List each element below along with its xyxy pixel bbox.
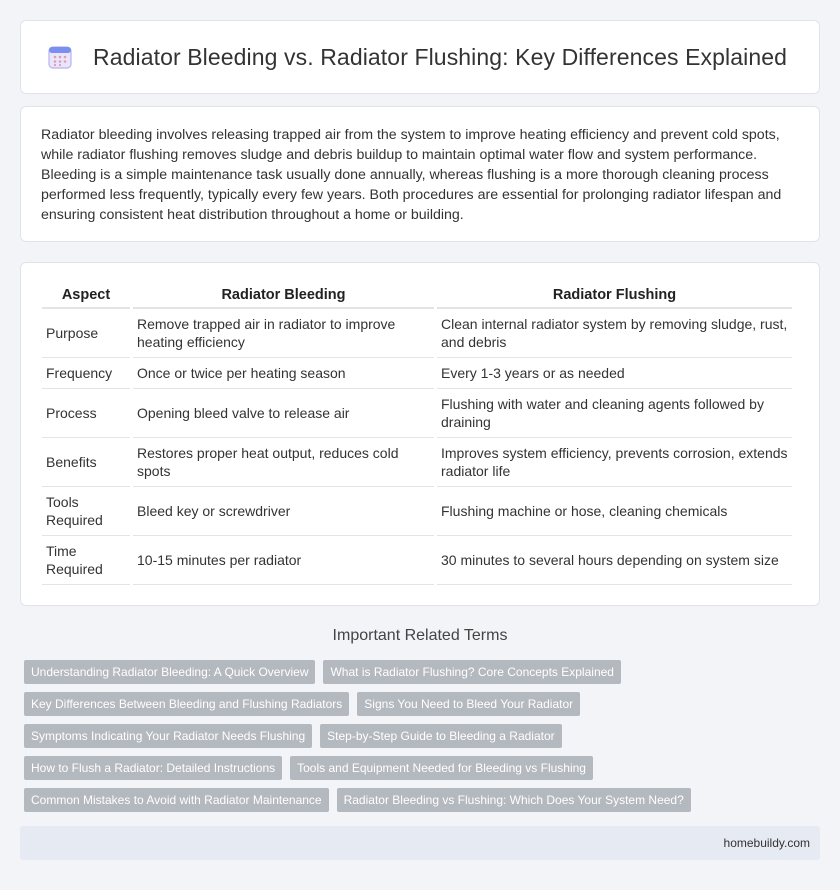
row-flushing-value: Clean internal radiator system by removing sludge, rust, and debris (437, 309, 792, 358)
row-bleeding-value: Restores proper heat output, reduces cold spots (133, 438, 434, 487)
related-terms-row (24, 756, 601, 780)
comparison-table-card (20, 262, 820, 606)
row-flushing-value: Flushing with water and cleaning agents followed by draining (437, 389, 792, 438)
row-bleeding-value: Bleed key or screwdriver (133, 487, 434, 536)
row-aspect: Process (42, 389, 130, 438)
footer-site-name: homebuildy.com (723, 836, 810, 850)
related-term-link[interactable]: Tools and Equipment Needed for Bleeding vs Flushing (290, 756, 593, 780)
row-bleeding-value: Opening bleed valve to release air (133, 389, 434, 438)
related-term-link[interactable]: What is Radiator Flushing? Core Concepts Explained (323, 660, 620, 684)
related-term-link[interactable]: Understanding Radiator Bleeding: A Quick Overview (24, 660, 315, 684)
row-flushing-value: Flushing machine or hose, cleaning chemicals (437, 487, 792, 536)
row-flushing-value: Every 1-3 years or as needed (437, 358, 792, 389)
column-header-bleeding: Radiator Bleeding (133, 283, 434, 309)
row-flushing-value: Improves system efficiency, prevents corrosion, extends radiator life (437, 438, 792, 487)
row-aspect: Time Required (42, 536, 130, 585)
related-terms-row (24, 692, 588, 716)
related-term-link[interactable]: Radiator Bleeding vs Flushing: Which Does Your System Need? (337, 788, 691, 812)
row-aspect: Tools Required (42, 487, 130, 536)
related-term-link[interactable]: Key Differences Between Bleeding and Flushing Radiators (24, 692, 349, 716)
related-terms-title: Important Related Terms (332, 627, 508, 644)
table-row (42, 536, 792, 585)
table-row (42, 438, 792, 487)
page-header (20, 20, 820, 94)
row-aspect: Frequency (42, 358, 130, 389)
related-term-link[interactable]: How to Flush a Radiator: Detailed Instructions (24, 756, 282, 780)
table-row (42, 389, 792, 438)
row-bleeding-value: 10-15 minutes per radiator (133, 536, 434, 585)
row-aspect: Purpose (42, 309, 130, 358)
comparison-table (39, 283, 795, 585)
column-header-flushing: Radiator Flushing (437, 283, 792, 309)
column-header-aspect: Aspect (42, 283, 130, 309)
row-bleeding-value: Remove trapped air in radiator to improve heating efficiency (133, 309, 434, 358)
related-term-link[interactable]: Signs You Need to Bleed Your Radiator (357, 692, 580, 716)
table-row (42, 487, 792, 536)
page-footer (20, 826, 820, 860)
row-aspect: Benefits (42, 438, 130, 487)
row-flushing-value: 30 minutes to several hours depending on system size (437, 536, 792, 585)
related-term-link[interactable]: Common Mistakes to Avoid with Radiator Maintenance (24, 788, 329, 812)
related-term-link[interactable]: Step-by-Step Guide to Bleeding a Radiator (320, 724, 561, 748)
row-bleeding-value: Once or twice per heating season (133, 358, 434, 389)
related-terms-row (24, 660, 629, 684)
table-header-row (42, 283, 792, 309)
related-terms-row (24, 724, 570, 748)
table-row (42, 309, 792, 358)
table-row (42, 358, 792, 389)
intro-section (20, 106, 820, 242)
related-term-link[interactable]: Symptoms Indicating Your Radiator Needs Flushing (24, 724, 312, 748)
intro-paragraph: Radiator bleeding involves releasing trapped air from the system to improve heating efficiency and prevent cold spots, while radiator flushing removes sludge and debris buildup to maintain optimal water flow and system performance. Bleeding is a simple maintenance task usually done annually, whereas flushing is a more thorough cleaning process performed less frequently, typically every few years. Both procedures are essential for prolonging radiator lifespan and ensuring consistent heat distribution throughout a home or building. (41, 127, 782, 223)
calendar-grid-icon (47, 44, 73, 70)
page-title: Radiator Bleeding vs. Radiator Flushing: Key Differences Explained (93, 43, 787, 70)
related-terms-row (24, 788, 699, 812)
